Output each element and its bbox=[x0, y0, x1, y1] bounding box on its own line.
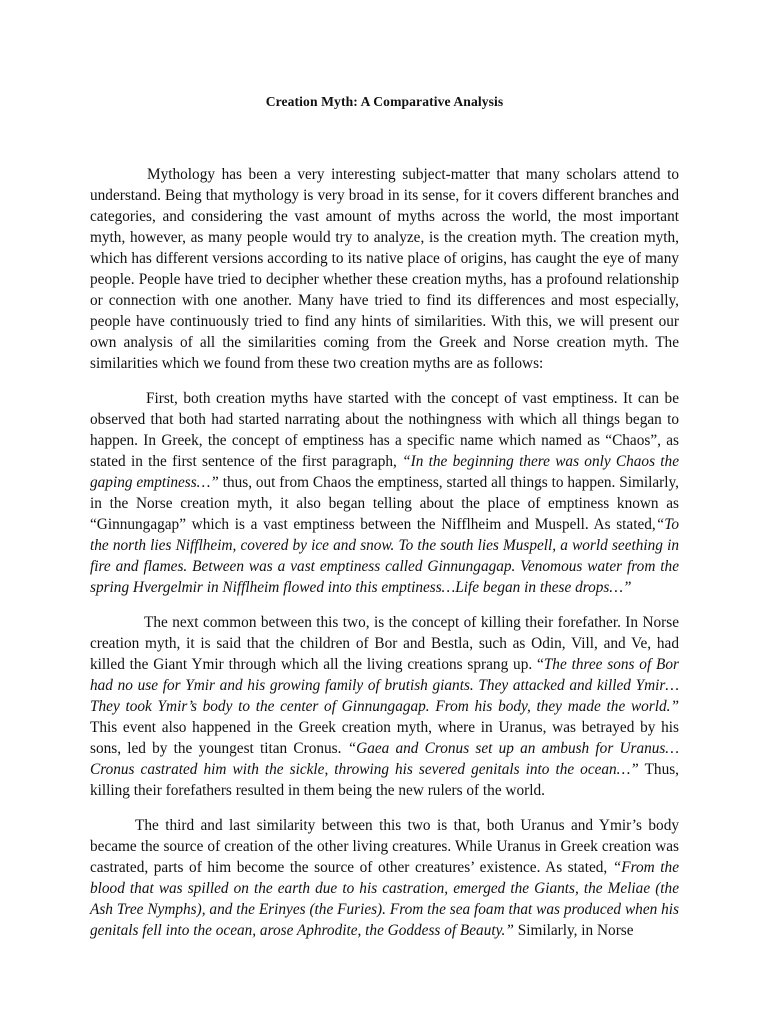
document-title: Creation Myth: A Comparative Analysis bbox=[265, 94, 504, 109]
quote-greek-chaos: “In the beginning there was only Chaos the gaping emptiness…” bbox=[90, 453, 679, 491]
paragraph-third-similarity bbox=[90, 815, 679, 941]
paragraph-text: Similarly, in Norse bbox=[513, 922, 634, 939]
paragraph-text: This event also happened in the Greek creation myth, where in Uranus, was betrayed by his sons, led by the youngest titan Cronus. bbox=[90, 719, 679, 757]
paragraph-first-similarity bbox=[90, 388, 679, 598]
paragraph-text: thus, out from Chaos the emptiness, started all things to happen. Similarly, in the Norse creation myth, it also began telling about the place of emptiness known as “Ginnungagap” which is a vast emptiness between the Nifflheim and Muspell. As stated, bbox=[90, 474, 679, 533]
paragraph-intro bbox=[90, 164, 679, 374]
paragraph-text: Mythology has been a very interesting subject-matter that many scholars attend to understand. Being that mythology is very broad in its sense, for it covers different branches and categories, and considering the vast amount of myths across the world, the most important myth, however, as many people would try to analyze, is the creation myth. The creation myth, which has different versions according to its native place of origins, has caught the eye of many people. People have tried to decipher whether these creation myths, has a profound relationship or connection with one another. Many have tried to find its differences and most especially, people have continuously tried to find any hints of similarities. With this, we will present our own analysis of all the similarities coming from the Greek and Norse creation myth. The similarities which we found from these two creation myths are as follows: bbox=[90, 166, 679, 372]
quote-norse-ginnungagap: “To the north lies Nifflheim, covered by ice and snow. To the south lies Muspell, a world seething in fire and flames. Between was a vast emptiness called Ginnungagap. Venomous water from the spring Hvergelmir in Nifflheim flowed into this emptiness…Life began in these drops…” bbox=[90, 516, 679, 596]
paragraph-text: Thus, killing their forefathers resulted in them being the new rulers of the world. bbox=[90, 761, 679, 799]
quote-greek-uranus: “Gaea and Cronus set up an ambush for Uranus… Cronus castrated him with the sickle, throwing his severed genitals into the ocean…” bbox=[90, 740, 679, 778]
paragraph-second-similarity bbox=[90, 612, 679, 801]
quote-greek-aphrodite: “From the blood that was spilled on the earth due to his castration, emerged the Giants, the Meliae (the Ash Tree Nymphs), and the Erinyes (the Furies). From the sea foam that was produced when his genitals fell into the ocean, arose Aphrodite, the Goddess of Beauty.” bbox=[90, 859, 679, 939]
paragraph-text: First, both creation myths have started with the concept of vast emptiness. It can be observed that both had started narrating about the nothingness with which all things began to happen. In Greek, the concept of emptiness has a specific name which named as “Chaos”, as stated in the first sentence of the first paragraph, bbox=[90, 390, 679, 470]
paragraph-text: The next common between this two, is the concept of killing their forefather. In Norse creation myth, it is said that the children of Bor and Bestla, such as Odin, Vill, and Ve, had killed the Giant Ymir through which all the living creations sprang up. “ bbox=[90, 614, 679, 673]
quote-norse-ymir: The three sons of Bor had no use for Ymir and his growing family of brutish giants. They attacked and killed Ymir…They took Ymir’s body to the center of Ginnungagap. From his body, they made the world.” bbox=[90, 656, 679, 715]
paragraph-text: The third and last similarity between this two is that, both Uranus and Ymir’s body became the source of creation of the other living creatures. While Uranus in Greek creation was castrated, parts of him become the source of other creatures’ existence. As stated, bbox=[90, 817, 679, 876]
